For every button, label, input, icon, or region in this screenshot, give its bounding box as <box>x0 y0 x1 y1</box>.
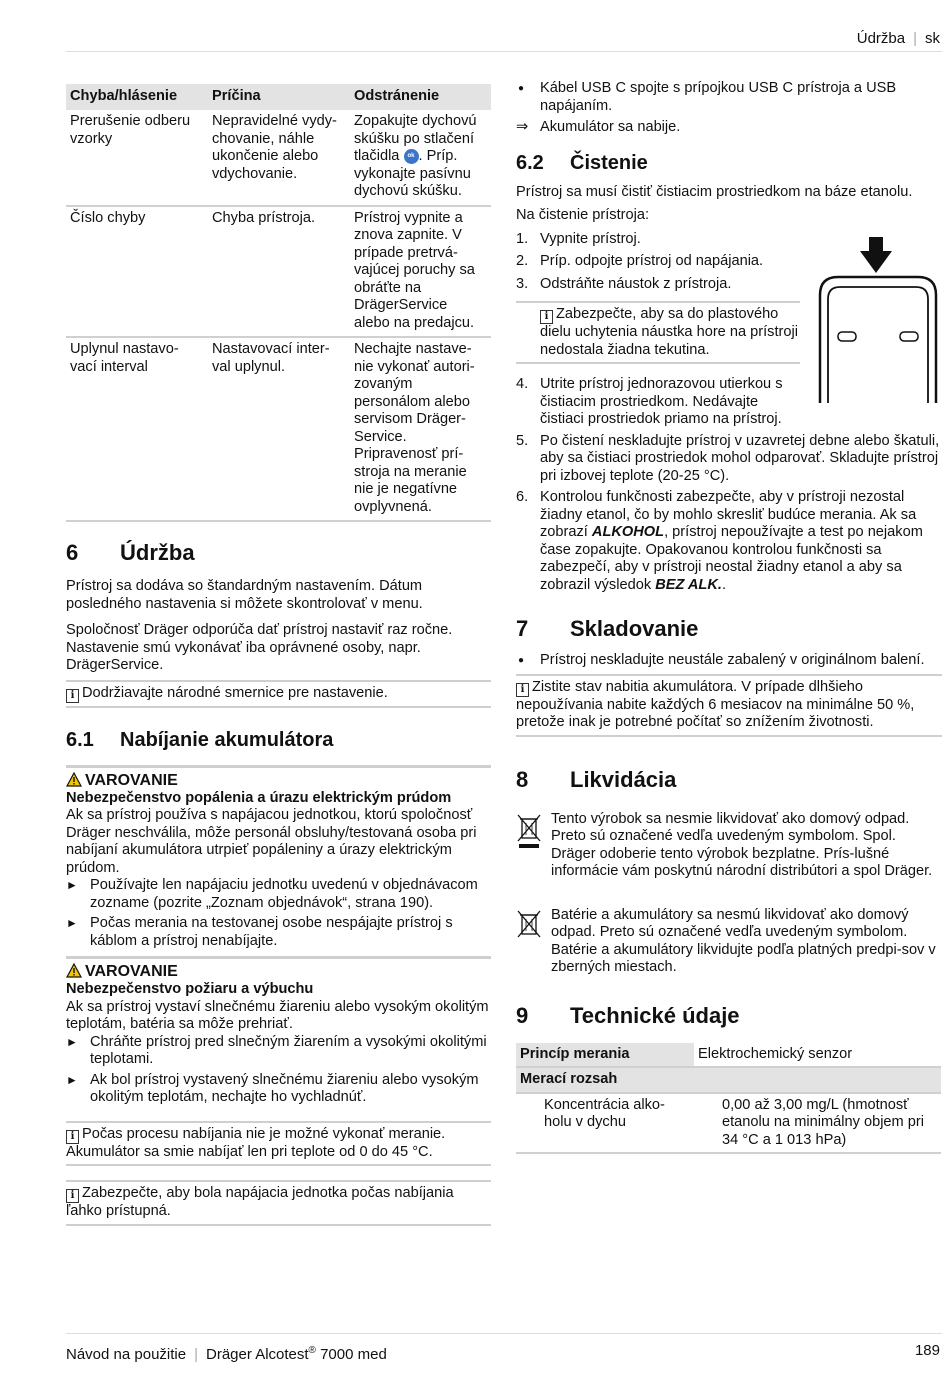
cell-error: Uplynul nastavo-vací interval <box>66 337 208 521</box>
crossed-bin-icon <box>516 813 542 849</box>
cell-value <box>694 1067 941 1093</box>
section-9 <box>516 1003 942 1155</box>
footer-model: 7000 med <box>320 1346 387 1363</box>
table-row <box>66 206 491 338</box>
bullet-item: ● Kábel USB C spojte s prípojkou USB C prístroja a USB napájaním. <box>516 80 942 115</box>
list-item: 5. Po čistení neskladujte prístroj v uzavretej debne alebo škatuli, aby sa čistiaci prostriedok mohol odparovať. Skladujte prístroj pri izbovej teplote (20-25 °C). <box>516 432 940 484</box>
table-row <box>66 337 491 521</box>
cell-error: Číslo chyby <box>66 206 208 338</box>
cell-cause: Nastavovací inter-val uplynul. <box>208 337 350 521</box>
disposal-product: Tento výrobok sa nesmie likvidovať ako domový odpad. Preto sú označené vedľa uvedeným symbolom. Spol. Dräger odoberie tento výrobok bezplatne. Prís-lušné informácie vám poskytnú národní distribútori a spol Dräger. <box>516 811 942 881</box>
error-table-header <box>66 84 491 110</box>
section-6-2 <box>516 151 942 595</box>
list-item: 3. Odstráňte náustok z prístroja. <box>516 275 732 292</box>
section-6-1 <box>66 728 491 1226</box>
cell-fix: Zopakujte dychovú skúšku po stlačení tlačidla ok . Príp. vykonajte pasívnu dychovú skúšku. <box>350 110 491 206</box>
table-row <box>66 110 491 206</box>
section-heading: 9 Technické údaje <box>516 1002 740 1028</box>
section-heading: 8 Likvidácia <box>516 766 677 792</box>
section-6 <box>66 540 491 708</box>
warning-icon <box>66 772 82 787</box>
list-item: ► Počas merania na testovanej osobe nespájajte prístroj s káblom a prístroj nenabíjajte. <box>66 915 491 950</box>
warning-box <box>66 956 491 1107</box>
section-7 <box>516 616 942 737</box>
paragraph: Prístroj sa musí čistiť čistiacim prostriedkom na báze etanolu. <box>516 183 913 200</box>
cleaning-steps <box>516 231 942 294</box>
cell-label: Koncentrácia alko-holu v dychu <box>516 1093 694 1154</box>
info-icon: i <box>66 1189 79 1203</box>
header-lang: sk <box>925 30 940 47</box>
list-item: ► Ak bol prístroj vystavený slnečnému žiareniu alebo vysokým okolitým teplotám, nechajte ho vychladnúť. <box>66 1072 491 1107</box>
list-item: 4. Utrite prístroj jednorazovou utierkou s čistiacim prostriedkom. Nedávajte čistiaci prostriedok priamo na prístroj. <box>516 376 783 427</box>
section-8 <box>516 767 942 977</box>
warning-box <box>66 765 491 951</box>
tech-data-table <box>516 1043 941 1155</box>
info-note: i Zabezpečte, aby bola napájacia jednotka počas nabíjania ľahko prístupná. <box>66 1180 491 1226</box>
header-section: Údržba <box>856 30 906 47</box>
warning-title: VAROVANIE <box>66 962 491 981</box>
footer-divider <box>66 1333 942 1334</box>
warning-actions <box>66 1034 491 1107</box>
footer-product: Dräger Alcotest <box>206 1346 309 1363</box>
cell-label: Merací rozsah <box>516 1067 694 1093</box>
info-icon: i <box>66 1130 79 1144</box>
list-item: ► Používajte len napájaciu jednotku uvedenú v objednávacom zozname (pozrite „Zoznam objednávok“, strana 190). <box>66 877 491 912</box>
warning-text: Ak sa prístroj používa s napájacou jednotkou, ktorú spoločnosť Dräger neschválila, môže personál obsluhy/testovaná osoba pri nabíjaní akumulátora utrpieť popáleniny a úrazy elektrickým prúdom. <box>66 807 477 876</box>
table-row <box>516 1043 941 1068</box>
cell-cause: Chyba prístroja. <box>208 206 350 338</box>
crossed-bin-icon <box>516 909 542 941</box>
page-footer: Návod na použitie | Dräger Alcotest® 7000 med <box>66 1345 387 1363</box>
col-header-cause: Príčina <box>208 84 350 110</box>
list-item: 2. Príp. odpojte prístroj od napájania. <box>516 253 764 269</box>
list-item: 6. Kontrolou funkčnosti zabezpečte, aby v prístroji nezostal žiadny etanol, čo by mohlo skresliť budúce merania. Ak sa zobrazí ALKOHOL, prístroj nepoužívajte a test po nejakom čase zopakujte. Opakovanou kontrolou funkčnosti sa zabezpečí, aby v prístroji neostal žiadny etanol a aby sa zobrazil výsledok BEZ ALK.. <box>516 489 923 593</box>
section-heading: 6.1 Nabíjanie akumulátora <box>66 728 334 751</box>
ok-button-icon: ok <box>404 149 419 164</box>
error-table <box>66 84 491 522</box>
paragraph: Spoločnosť Dräger odporúča dať prístroj nastaviť raz ročne. Nastavenie smú vykonávať iba oprávnené osoby, napr. DrägerService. <box>66 622 453 673</box>
cell-value: 0,00 až 3,00 mg/L (hmotnosť etanolu na minimálny objem pri 34 °C a 1 013 hPa) <box>694 1093 941 1154</box>
display-text-alkohol: ALKOHOL <box>591 524 665 540</box>
info-icon: i <box>540 310 553 324</box>
warning-title: VAROVANIE <box>66 771 491 790</box>
info-note: i Dodržiavajte národné smernice pre nastavenie. <box>66 680 491 708</box>
table-row <box>516 1093 941 1154</box>
info-icon: i <box>516 683 529 697</box>
cell-value: Elektrochemický senzor <box>694 1043 941 1068</box>
bullet-item: ● Prístroj neskladujte neustále zabalený v originálnom balení. <box>516 652 942 670</box>
result-item: ⇒ Akumulátor sa nabije. <box>516 119 942 137</box>
warning-actions <box>66 877 491 950</box>
warning-subtitle: Nebezpečenstvo požiaru a výbuchu <box>66 981 314 997</box>
info-note: i Zabezpečte, aby sa do plastového dielu uchytenia náustka hore na prístroji nedostala žiadna tekutina. <box>516 301 800 364</box>
header-divider <box>66 51 942 52</box>
list-item: ► Chráňte prístroj pred slnečným žiarením a vysokými okolitými teplotami. <box>66 1034 491 1069</box>
warning-subtitle: Nebezpečenstvo popálenia a úrazu elektrickým prúdom <box>66 789 452 806</box>
display-text-bez-alk: BEZ ALK. <box>655 576 722 593</box>
page-header: Údržba | sk <box>856 30 940 47</box>
cell-fix: Nechajte nastave-nie vykonať autori-zovaným personálom alebo servisom Dräger-Service. Pripravenosť prí-stroja na meranie nie je negatívne ovplyvnená. <box>350 337 491 521</box>
paragraph: Prístroj sa dodáva so štandardným nastavením. Dátum posledného nastavenia si môžete skontrolovať v menu. <box>66 578 423 612</box>
page-number: 189 <box>914 1342 940 1359</box>
footer-doc: Návod na použitie <box>66 1346 187 1363</box>
right-column <box>516 80 942 1154</box>
cell-label: Princíp merania <box>516 1043 694 1068</box>
warning-icon <box>66 963 82 978</box>
col-header-fix: Odstránenie <box>350 84 491 110</box>
cell-fix: Prístroj vypnite a znova zapnite. V prípade pretrvá-vajúcej poruchy sa obráťte na DrägerService alebo na predajcu. <box>350 206 491 338</box>
list-item: 1. Vypnite prístroj. <box>516 230 641 247</box>
section-heading: 6.2 Čistenie <box>516 151 648 174</box>
section-heading: 7 Skladovanie <box>516 616 699 641</box>
left-column <box>66 84 491 1226</box>
paragraph: Na čistenie prístroja: <box>516 207 650 223</box>
disposal-batteries: Batérie a akumulátory sa nesmú likvidovať ako domový odpad. Preto sú označené vedľa uvedeným symbolom. Batérie a akumulátory likvidujte podľa platných predpi-sov v zberných miestach. <box>516 907 942 977</box>
table-row <box>516 1067 941 1093</box>
warning-text: Ak sa prístroj vystaví slnečnému žiareniu alebo vysokým okolitým teplotám, batéria sa môže prehriať. <box>66 998 489 1032</box>
section-heading: 6 Údržba <box>66 540 195 565</box>
cleaning-steps-continued <box>516 376 942 594</box>
col-header-error: Chyba/hlásenie <box>66 84 208 110</box>
info-note: i Zistite stav nabitia akumulátora. V prípade dlhšieho nepoužívania nabite každých 6 mesiacov na minimálne 50 %, pretože inak je potrebné počítať so znížením životnosti. <box>516 674 942 737</box>
cleaning-block <box>516 231 942 595</box>
cell-cause: Nepravidelné vydy-chovanie, náhle ukončenie alebo vdychovanie. <box>208 110 350 206</box>
cell-error: Prerušenie odberu vzorky <box>66 110 208 206</box>
info-note: i Počas procesu nabíjania nie je možné vykonať meranie. Akumulátor sa smie nabíjať len pri teplote od 0 do 45 °C. <box>66 1121 491 1167</box>
info-icon: i <box>66 689 79 703</box>
